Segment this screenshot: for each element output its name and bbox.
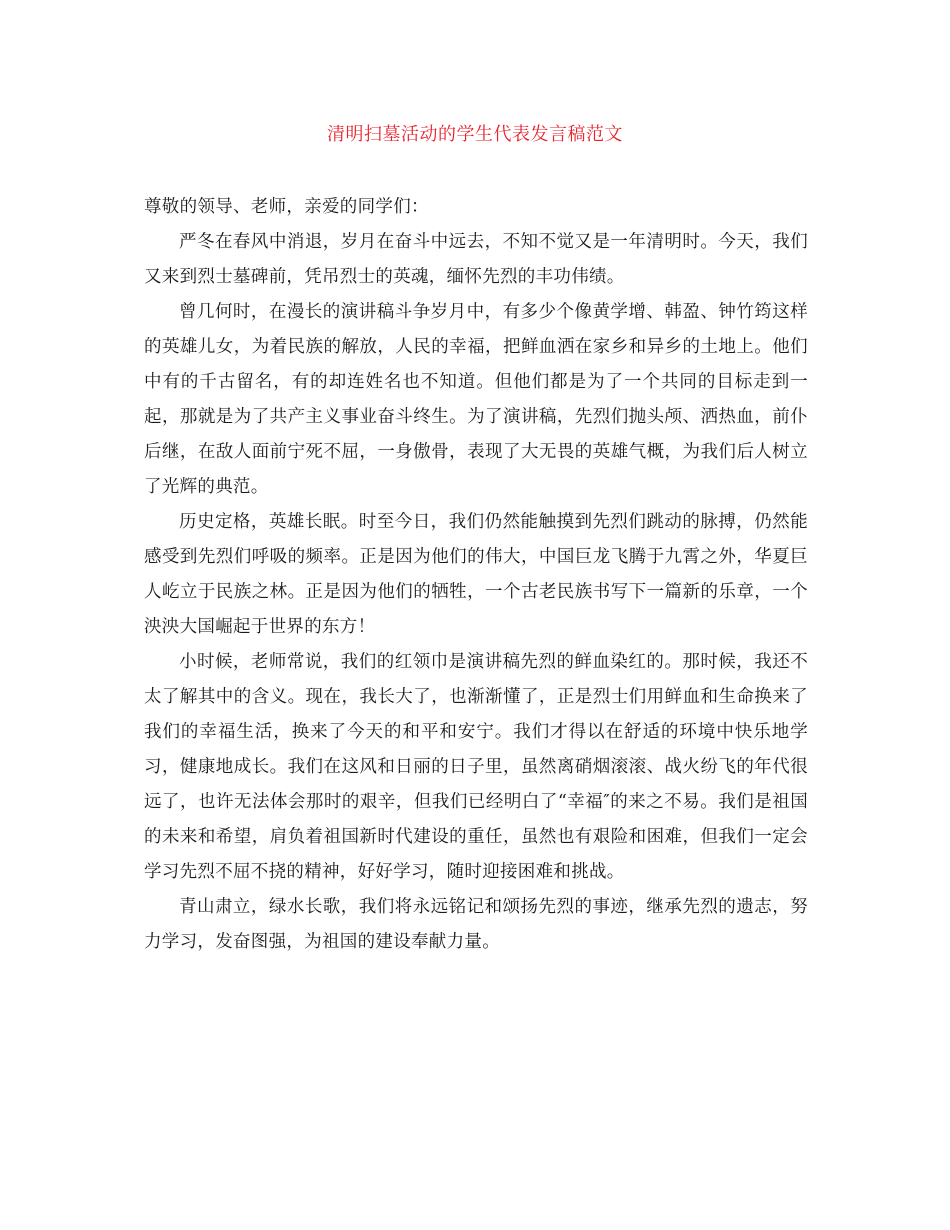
paragraph: 历史定格，英雄长眠。时至今日，我们仍然能触摸到先烈们跳动的脉搏，仍然能感受到先烈们呼吸的频率。正是因为他们的伟大，中国巨龙飞腾于九霄之外，华夏巨人屹立于民族之林。正是因为他们的牺牲，一个古老民族书写下一篇新的乐章，一个泱泱大国崛起于世界的东方！: [144, 512, 808, 637]
document-body: [144, 190, 808, 960]
paragraph: 曾几何时，在漫长的演讲稿斗争岁月中，有多少个像黄学增、韩盈、钟竹筠这样的英雄儿女，为着民族的解放，人民的幸福，把鲜血洒在家乡和异乡的土地上。他们中有的千古留名，有的却连姓名也不知道。但他们都是为了一个共同的目标走到一起，那就是为了共产主义事业奋斗终生。为了演讲稿，先烈们抛头颅、洒热血，前仆后继，在敌人面前宁死不屈，一身傲骨，表现了大无畏的英雄气概，为我们后人树立了光辉的典范。: [144, 302, 808, 497]
paragraph: 小时候，老师常说，我们的红领巾是演讲稿先烈的鲜血染红的。那时候，我还不太了解其中的含义。现在，我长大了，也渐渐懂了，正是烈士们用鲜血和生命换来了我们的幸福生活，换来了今天的和平和安宁。我们才得以在舒适的环境中快乐地学习，健康地成长。我们在这风和日丽的日子里，虽然离硝烟滚滚、战火纷飞的年代很远了，也许无法体会那时的艰辛，但我们已经明白了“幸福″的来之不易。我们是祖国的未来和希望，肩负着祖国新时代建设的重任，虽然也有艰险和困难，但我们一定会学习先烈不屈不挠的精神，好好学习，随时迎接困难和挑战。: [144, 652, 808, 882]
document-title: 清明扫墓活动的学生代表发言稿范文: [327, 124, 623, 145]
paragraph: 青山肃立，绿水长歌，我们将永远铭记和颂扬先烈的事迹，继承先烈的遗志，努力学习，发奋图强，为祖国的建设奉献力量。: [144, 897, 808, 952]
paragraph: 严冬在春风中消退，岁月在奋斗中远去，不知不觉又是一年清明时。今天，我们又来到烈士墓碑前，凭吊烈士的英魂，缅怀先烈的丰功伟绩。: [144, 232, 808, 287]
salutation: 尊敬的领导、老师，亲爱的同学们：: [144, 197, 429, 217]
